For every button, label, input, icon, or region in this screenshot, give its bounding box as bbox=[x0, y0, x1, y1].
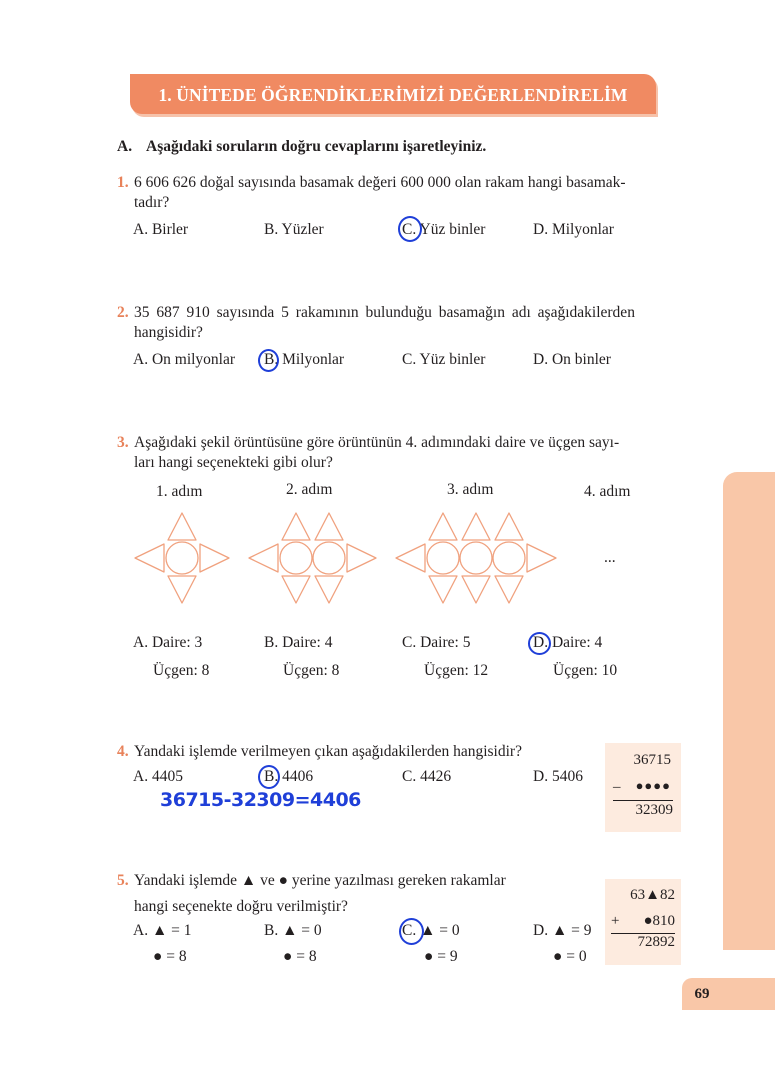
q1-option-d[interactable]: D. Milyonlar bbox=[533, 221, 614, 238]
q3-option-c-ucgen: Üçgen: 12 bbox=[424, 662, 489, 679]
q5-op-sign: + bbox=[611, 913, 620, 929]
step-1-figure bbox=[135, 513, 229, 603]
q2-text-line1: 35 687 910 sayısında 5 rakamının bulunduğu basamağın adı aşağıdakilerden bbox=[134, 304, 635, 321]
q5-op-mid: ●810 bbox=[643, 913, 675, 929]
q5-option-a-circle: ● = 8 bbox=[153, 948, 187, 965]
q5-text-line2: hangi seçenekte doğru verilmiştir? bbox=[134, 898, 348, 915]
q1-option-b[interactable]: B. Yüzler bbox=[264, 221, 324, 238]
q1-text-line1: 6 606 626 doğal sayısında basamak değeri 600 000 olan rakam hangi basamak- bbox=[134, 174, 626, 191]
q2-number: 2. bbox=[117, 304, 129, 321]
q3-text-line2: ları hangi seçenekteki gibi olur? bbox=[134, 454, 333, 471]
q3-option-c-daire[interactable]: C. Daire: 5 bbox=[402, 634, 471, 651]
q4-op-sign: – bbox=[613, 779, 621, 795]
q3-step-4-ellipsis: ... bbox=[604, 549, 616, 566]
q3-option-b-daire[interactable]: B. Daire: 4 bbox=[264, 634, 333, 651]
q4-op-line bbox=[613, 800, 673, 801]
q2-text-line2: hangisidir? bbox=[134, 324, 203, 341]
q4-text: Yandaki işlemde verilmeyen çıkan aşağıdakilerden hangisidir? bbox=[134, 743, 522, 760]
q4-number: 4. bbox=[117, 743, 129, 760]
q3-step-1-label: 1. adım bbox=[156, 483, 203, 500]
q5-text-line1: Yandaki işlemde ▲ ve ● yerine yazılması gereken rakamlar bbox=[134, 872, 506, 889]
q3-step-2-label: 2. adım bbox=[286, 481, 333, 498]
q5-option-a-triangle[interactable]: A. ▲ = 1 bbox=[133, 922, 192, 939]
q3-step-3-label: 3. adım bbox=[447, 481, 494, 498]
q2-option-c[interactable]: C. Yüz binler bbox=[402, 351, 486, 368]
q4-option-d[interactable]: D. 5406 bbox=[533, 768, 583, 785]
q3-option-a-daire[interactable]: A. Daire: 3 bbox=[133, 634, 203, 651]
q5-option-c-circle: ● = 9 bbox=[424, 948, 458, 965]
q4-option-c[interactable]: C. 4426 bbox=[402, 768, 452, 785]
q1-number: 1. bbox=[117, 174, 129, 191]
q4-op-top: 36715 bbox=[633, 752, 671, 768]
q5-option-b-circle: ● = 8 bbox=[283, 948, 317, 965]
q1-text-line2: tadır? bbox=[134, 194, 170, 211]
q2-option-a[interactable]: A. On milyonlar bbox=[133, 351, 236, 368]
page-number: 69 bbox=[694, 986, 710, 1002]
step-2-figure bbox=[249, 513, 376, 603]
q4-handwritten-solution: 36715-32309=4406 bbox=[160, 789, 361, 811]
q4-option-b[interactable]: B. 4406 bbox=[264, 768, 314, 785]
q4-option-a[interactable]: A. 4405 bbox=[133, 768, 183, 785]
q5-op-top: 63▲82 bbox=[630, 887, 675, 903]
step-3-figure bbox=[396, 513, 556, 603]
q3-option-d-ucgen: Üçgen: 10 bbox=[553, 662, 618, 679]
page-title: 1. ÜNİTEDE ÖĞRENDİKLERİMİZİ DEĞERLENDİRELİM bbox=[158, 85, 628, 105]
q3-option-b-ucgen: Üçgen: 8 bbox=[283, 662, 340, 679]
q5-option-b-triangle[interactable]: B. ▲ = 0 bbox=[264, 922, 322, 939]
q5-option-d-triangle[interactable]: D. ▲ = 9 bbox=[533, 922, 592, 939]
q4-op-mid: ●●●● bbox=[635, 778, 671, 793]
q4-op-result: 32309 bbox=[635, 802, 673, 818]
q2-option-b[interactable]: B. Milyonlar bbox=[264, 351, 345, 368]
q5-answer-mark bbox=[399, 918, 424, 945]
q5-option-d-circle: ● = 0 bbox=[553, 948, 587, 965]
q3-text-line1: Aşağıdaki şekil örüntüsüne göre örüntünün 4. adımındaki daire ve üçgen sayı- bbox=[134, 434, 620, 451]
section-instruction: Aşağıdaki soruların doğru cevaplarını işaretleyiniz. bbox=[146, 138, 487, 155]
q3-option-d-daire[interactable]: D. Daire: 4 bbox=[533, 634, 603, 651]
section-letter: A. bbox=[117, 138, 133, 155]
q1-option-c[interactable]: C. Yüz binler bbox=[402, 221, 486, 238]
q4-answer-mark bbox=[258, 765, 280, 789]
q5-option-c-triangle[interactable]: C. ▲ = 0 bbox=[402, 922, 460, 939]
q3-number: 3. bbox=[117, 434, 129, 451]
q3-option-a-ucgen: Üçgen: 8 bbox=[153, 662, 210, 679]
q5-number: 5. bbox=[117, 872, 129, 889]
q2-option-d[interactable]: D. On binler bbox=[533, 351, 611, 368]
q5-op-result: 72892 bbox=[637, 934, 675, 950]
q1-option-a[interactable]: A. Birler bbox=[133, 221, 189, 238]
q3-answer-mark bbox=[528, 632, 551, 655]
q3-step-4-label: 4. adım bbox=[584, 483, 631, 500]
